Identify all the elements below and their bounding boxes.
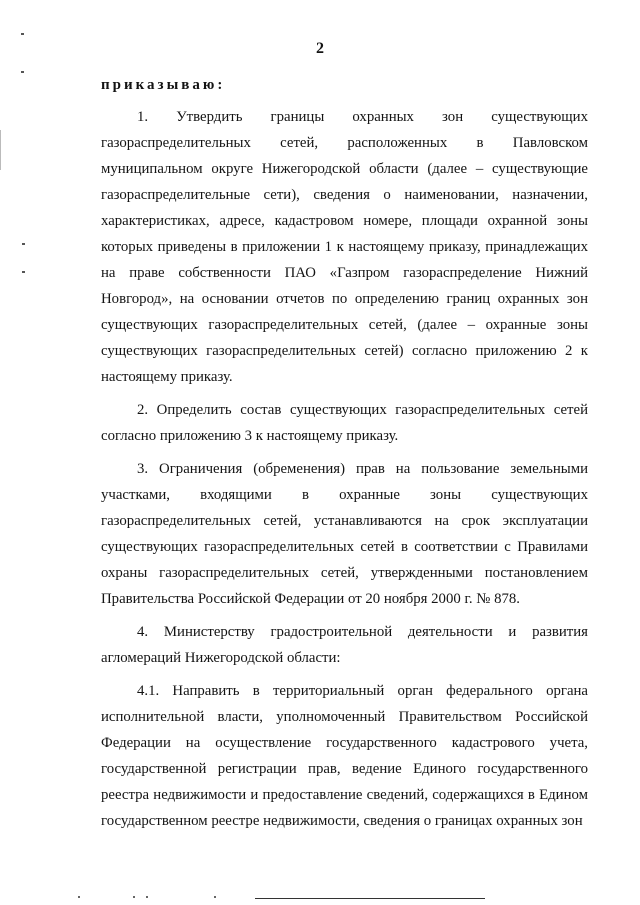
scan-mark	[22, 271, 25, 273]
paragraph-1: 1. Утвердить границы охранных зон существующих газораспределительных сетей, расположенных в Павловском муниципальном округе Нижегородской области (далее – существующие газораспределительные сети), сведения о наименовании, назначении, характеристиках, адресе, кадастровом номере, площади охранной зоны которых приведены в приложении 1 к настоящему приказу, принадлежащих на праве собственности ПАО «Газпром газораспределение Нижний Новгород», на основании отчетов по определению границ охранных зон существующих газораспределительных сетей, (далее – охранные зоны существующих газораспределительных сетей) согласно приложению 2 к настоящему приказу.	[101, 109, 588, 385]
paragraph-4-1: 4.1. Направить в территориальный орган федерального органа исполнительной власти, уполномоченный Правительством Российской Федерации на осуществление государственного кадастрового учета, государственной регистрации прав, ведение Единого государственного реестра недвижимости и предоставление сведений, содержащихся в Едином государственном реестре недвижимости, сведения о границах охранных зон	[101, 683, 588, 829]
scan-mark	[21, 33, 24, 35]
scan-mark	[22, 243, 25, 245]
paragraph-2: 2. Определить состав существующих газораспределительных сетей согласно приложению 3 к настоящему приказу.	[101, 402, 588, 444]
scan-margin-line	[0, 130, 1, 170]
scan-mark	[146, 896, 148, 898]
paragraph-4: 4. Министерству градостроительной деятельности и развития агломераций Нижегородской области:	[101, 624, 588, 666]
page-number: 2	[316, 40, 324, 57]
document-body	[101, 104, 588, 841]
scan-mark	[78, 896, 80, 898]
scan-mark	[21, 71, 24, 73]
order-heading: приказываю:	[101, 77, 226, 93]
scan-mark	[214, 896, 216, 898]
paragraph-3: 3. Ограничения (обременения) прав на пользование земельными участками, входящими в охранные зоны существующих газораспределительных сетей, устанавливаются на срок эксплуатации существующих газораспределительных сетей в соответствии с Правилами охраны газораспределительных сетей, утвержденными постановлением Правительства Российской Федерации от 20 ноября 2000 г. № 878.	[101, 461, 588, 607]
scan-footer-line	[255, 898, 485, 899]
scan-mark	[133, 896, 135, 898]
